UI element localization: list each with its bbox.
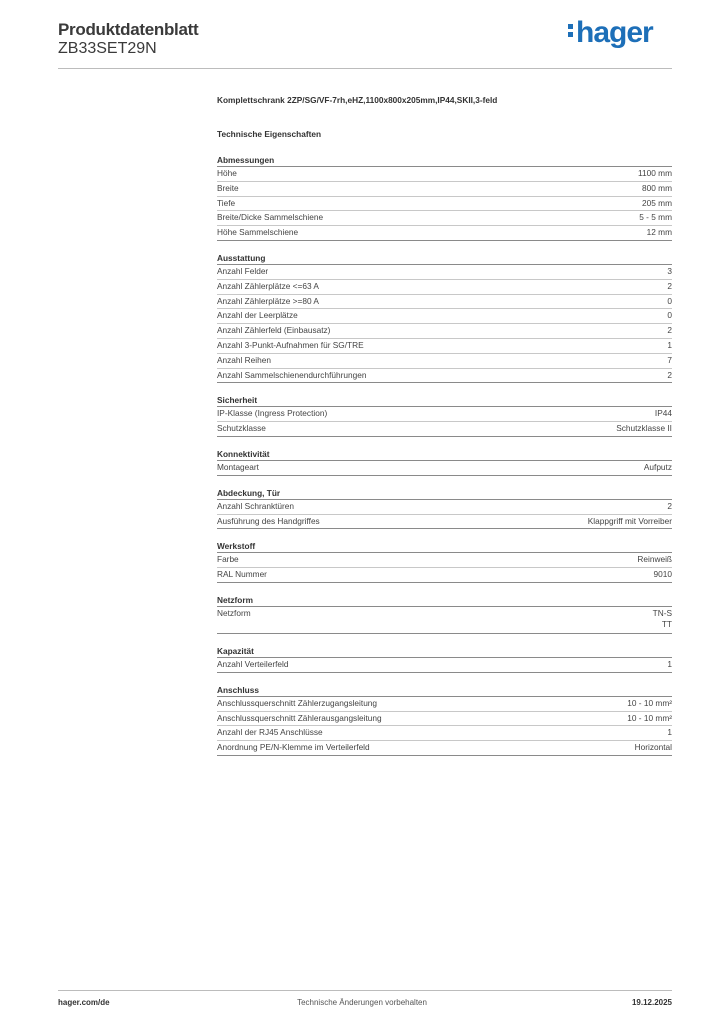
property-row — [217, 607, 672, 634]
property-label: Netzform — [217, 607, 251, 618]
page-title: Produktdatenblatt — [58, 20, 199, 39]
property-label: Breite — [217, 182, 239, 193]
property-label: Montageart — [217, 461, 259, 472]
section — [217, 684, 672, 756]
property-value: 2 — [667, 500, 672, 511]
section-title: Werkstoff — [217, 540, 672, 553]
property-label: Anzahl Zählerplätze >=80 A — [217, 295, 319, 306]
property-value: Aufputz — [643, 461, 672, 472]
section — [217, 394, 672, 437]
property-label: Höhe — [217, 168, 237, 178]
property-row — [217, 515, 672, 530]
hager-logo — [568, 16, 653, 50]
property-label: Anschlussquerschnitt Zählerausgangsleitung — [217, 712, 382, 723]
section-title: Netzform — [217, 594, 672, 607]
section — [217, 540, 672, 583]
property-value: 2 — [667, 325, 672, 336]
section — [217, 487, 672, 530]
property-row — [217, 461, 672, 476]
property-row — [217, 658, 672, 673]
property-row — [217, 167, 672, 182]
property-row — [217, 726, 672, 741]
property-label: Anschlussquerschnitt Zählerzugangsleitung — [217, 697, 378, 708]
property-label: Tiefe — [217, 197, 236, 208]
footer-note: Technische Änderungen vorbehalten — [297, 998, 427, 1007]
property-value-line: TT — [661, 618, 672, 629]
property-value-line: TN-S — [652, 607, 672, 618]
property-value: Schutzklasse II — [616, 423, 672, 434]
property-row — [217, 407, 672, 422]
property-row — [217, 226, 672, 241]
property-value: 12 mm — [646, 227, 672, 238]
property-label: Anzahl Zählerplätze <=63 A — [217, 280, 319, 291]
logo-text: hager — [576, 16, 653, 49]
property-row — [217, 211, 672, 226]
property-value: 2 — [667, 369, 672, 380]
property-value: Reinweiß — [637, 554, 672, 565]
property-row — [217, 280, 672, 295]
property-row — [217, 697, 672, 712]
article-number: ZB33SET29N — [58, 40, 157, 57]
property-label: IP-Klasse (Ingress Protection) — [217, 408, 328, 419]
property-row — [217, 339, 672, 354]
property-label: Anzahl 3-Punkt-Aufnahmen für SG/TRE — [217, 339, 364, 350]
property-label: Anordnung PE/N-Klemme im Verteilerfeld — [217, 742, 370, 753]
property-label: Anzahl der RJ45 Anschlüsse — [217, 727, 323, 738]
section-title: Konnektivität — [217, 448, 672, 461]
property-row — [217, 324, 672, 339]
property-value: 1 — [667, 727, 672, 738]
section — [217, 645, 672, 673]
property-value: 2 — [667, 280, 672, 291]
property-label: Anzahl Schranktüren — [217, 500, 295, 511]
property-value: 0 — [667, 295, 672, 306]
property-value: 5 - 5 mm — [639, 212, 672, 223]
section-title: Abmessungen — [217, 154, 672, 167]
property-label: Höhe Sammelschiene — [217, 227, 299, 238]
datasheet-content — [217, 95, 672, 756]
section-title: Abdeckung, Tür — [217, 487, 672, 500]
section-title: Kapazität — [217, 645, 672, 658]
property-row — [217, 500, 672, 515]
property-value: Horizontal — [634, 742, 672, 753]
header-divider — [58, 68, 672, 69]
property-label: Anzahl Felder — [217, 265, 269, 276]
property-value: 1 — [667, 658, 672, 669]
section-title: Anschluss — [217, 684, 672, 697]
property-label: Schutzklasse — [217, 423, 266, 434]
property-row — [217, 712, 672, 727]
section — [217, 252, 672, 383]
property-label: Anzahl Sammelschienendurchführungen — [217, 369, 367, 380]
property-label: Anzahl Reihen — [217, 354, 271, 365]
footer-divider — [58, 990, 672, 991]
property-row — [217, 369, 672, 384]
property-value: 9010 — [653, 569, 672, 580]
property-value: IP44 — [654, 408, 672, 419]
property-label: Anzahl Verteilerfeld — [217, 658, 289, 669]
property-label: Breite/Dicke Sammelschiene — [217, 212, 324, 223]
footer-date: 19.12.2025 — [631, 998, 672, 1007]
technical-properties-heading: Technische Eigenschaften — [217, 129, 322, 139]
property-row — [217, 741, 672, 756]
property-row — [217, 197, 672, 212]
section-title: Sicherheit — [217, 394, 672, 407]
property-value — [653, 608, 672, 630]
property-value: Klappgriff mit Vorreiber — [587, 515, 672, 526]
property-label: Anzahl Zählerfeld (Einbausatz) — [217, 325, 331, 336]
property-value: 1 — [667, 339, 672, 350]
property-label: RAL Nummer — [217, 569, 267, 580]
section — [217, 448, 672, 476]
property-sections — [217, 154, 672, 756]
product-title: Komplettschrank 2ZP/SG/VF-7rh,eHZ,1100x800x205mm,IP44,SKII,3-feld — [217, 95, 498, 105]
property-row — [217, 553, 672, 568]
property-label: Farbe — [217, 554, 239, 565]
logo-dots-icon — [568, 21, 574, 40]
property-value: 1100 mm — [638, 168, 672, 178]
property-value: 7 — [667, 354, 672, 365]
footer-website: hager.com/de — [58, 998, 110, 1007]
property-row — [217, 568, 672, 583]
property-label: Ausführung des Handgriffes — [217, 515, 320, 526]
property-row — [217, 422, 672, 437]
property-row — [217, 265, 672, 280]
property-value: 10 - 10 mm² — [627, 712, 672, 723]
property-value: 3 — [667, 265, 672, 276]
property-value: 10 - 10 mm² — [627, 697, 672, 708]
section-title: Ausstattung — [217, 252, 672, 265]
property-label: Anzahl der Leerplätze — [217, 310, 298, 321]
property-row — [217, 182, 672, 197]
section — [217, 154, 672, 241]
property-value: 205 mm — [642, 197, 672, 208]
property-row — [217, 354, 672, 369]
section — [217, 594, 672, 634]
property-row — [217, 295, 672, 310]
property-row — [217, 309, 672, 324]
property-value: 800 mm — [642, 182, 672, 193]
property-value: 0 — [667, 310, 672, 321]
